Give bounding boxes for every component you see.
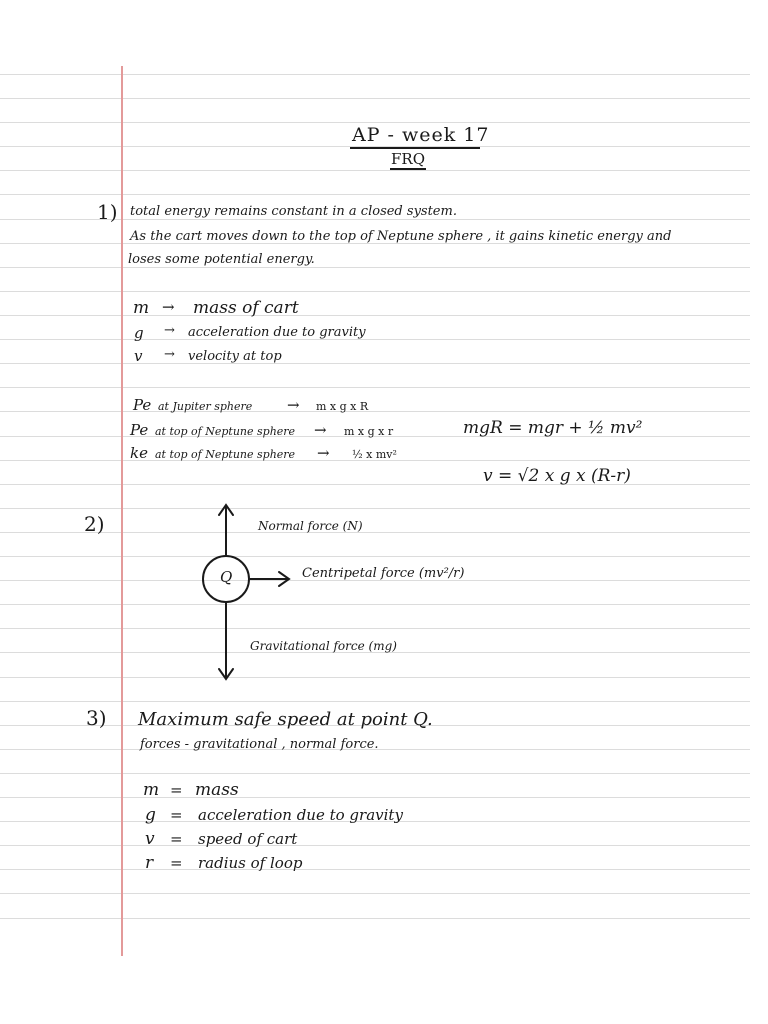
ruled-line [0, 845, 750, 846]
gravitational-force-label: Gravitational force (mg) [250, 639, 397, 653]
arrow-icon: → [287, 396, 300, 414]
ruled-line [0, 315, 750, 316]
page-subtitle: FRQ [391, 150, 425, 168]
def-description: velocity at top [188, 349, 282, 364]
def-description: speed of cart [198, 830, 298, 848]
def-symbol: r [145, 853, 154, 873]
q3-forces: forces - gravitational , normal force. [140, 737, 379, 752]
equals-sign: = [170, 854, 183, 872]
q1-line-3: loses some potential energy. [128, 252, 315, 267]
point-q-label: Q [220, 568, 233, 586]
ruled-line [0, 339, 750, 340]
ruled-line [0, 411, 750, 412]
equals-sign: = [170, 806, 183, 824]
arrow-icon: → [314, 421, 327, 439]
ruled-line [0, 484, 750, 485]
margin-line [121, 66, 123, 956]
question-2-number: 2) [84, 512, 105, 536]
ruled-line [0, 893, 750, 894]
ruled-line [0, 122, 750, 123]
ruled-line [0, 267, 750, 268]
arrow-icon: → [164, 323, 175, 338]
normal-force-label: Normal force (N) [258, 519, 363, 533]
energy-equation: mgR = mgr + ½ mv² [463, 418, 643, 438]
energy-location: at top of Neptune sphere [155, 425, 296, 438]
ruled-line [0, 194, 750, 195]
ruled-line [0, 291, 750, 292]
def-description: acceleration due to gravity [198, 806, 403, 824]
energy-symbol: ke [130, 444, 148, 462]
ruled-line [0, 869, 750, 870]
page-title: AP - week 17 [352, 124, 490, 146]
def-description: mass [195, 780, 239, 800]
ruled-line [0, 773, 750, 774]
centripetal-force-label: Centripetal force (mv²/r) [302, 566, 465, 581]
q1-line-1: total energy remains constant in a closed system. [130, 204, 457, 219]
energy-expression: m x g x R [316, 400, 369, 413]
def-description: radius of loop [198, 854, 303, 872]
title-underline [350, 147, 480, 149]
def-symbol: v [134, 347, 143, 365]
def-symbol: v [145, 829, 155, 849]
def-description: acceleration due to gravity [188, 325, 366, 340]
ruled-line [0, 701, 750, 702]
ruled-line [0, 363, 750, 364]
arrow-icon: → [162, 298, 175, 316]
question-3-number: 3) [86, 706, 107, 730]
energy-symbol: Pe [133, 396, 152, 414]
ruled-line [0, 387, 750, 388]
equals-sign: = [170, 830, 183, 848]
energy-symbol: Pe [130, 421, 149, 439]
q3-heading: Maximum safe speed at point Q. [138, 709, 433, 730]
arrow-icon: → [164, 347, 175, 362]
def-symbol: g [145, 805, 156, 825]
ruled-line [0, 918, 750, 919]
energy-expression: ½ x mv² [352, 448, 397, 461]
q1-line-2: As the cart moves down to the top of Neptune sphere , it gains kinetic energy and [130, 229, 672, 244]
def-symbol: m [143, 780, 160, 800]
velocity-result: v = √2 x g x (R-r) [483, 466, 631, 486]
subtitle-underline [390, 168, 426, 170]
def-symbol: g [134, 324, 144, 342]
ruled-line [0, 170, 750, 171]
def-symbol: m [133, 298, 150, 318]
def-description: mass of cart [193, 298, 299, 318]
energy-expression: m x g x r [344, 425, 394, 438]
equals-sign: = [170, 781, 183, 799]
question-1-number: 1) [97, 200, 118, 224]
ruled-line [0, 74, 750, 75]
ruled-line [0, 797, 750, 798]
energy-location: at Jupiter sphere [158, 400, 253, 413]
energy-location: at top of Neptune sphere [155, 448, 296, 461]
ruled-line [0, 98, 750, 99]
arrow-icon: → [317, 444, 330, 462]
